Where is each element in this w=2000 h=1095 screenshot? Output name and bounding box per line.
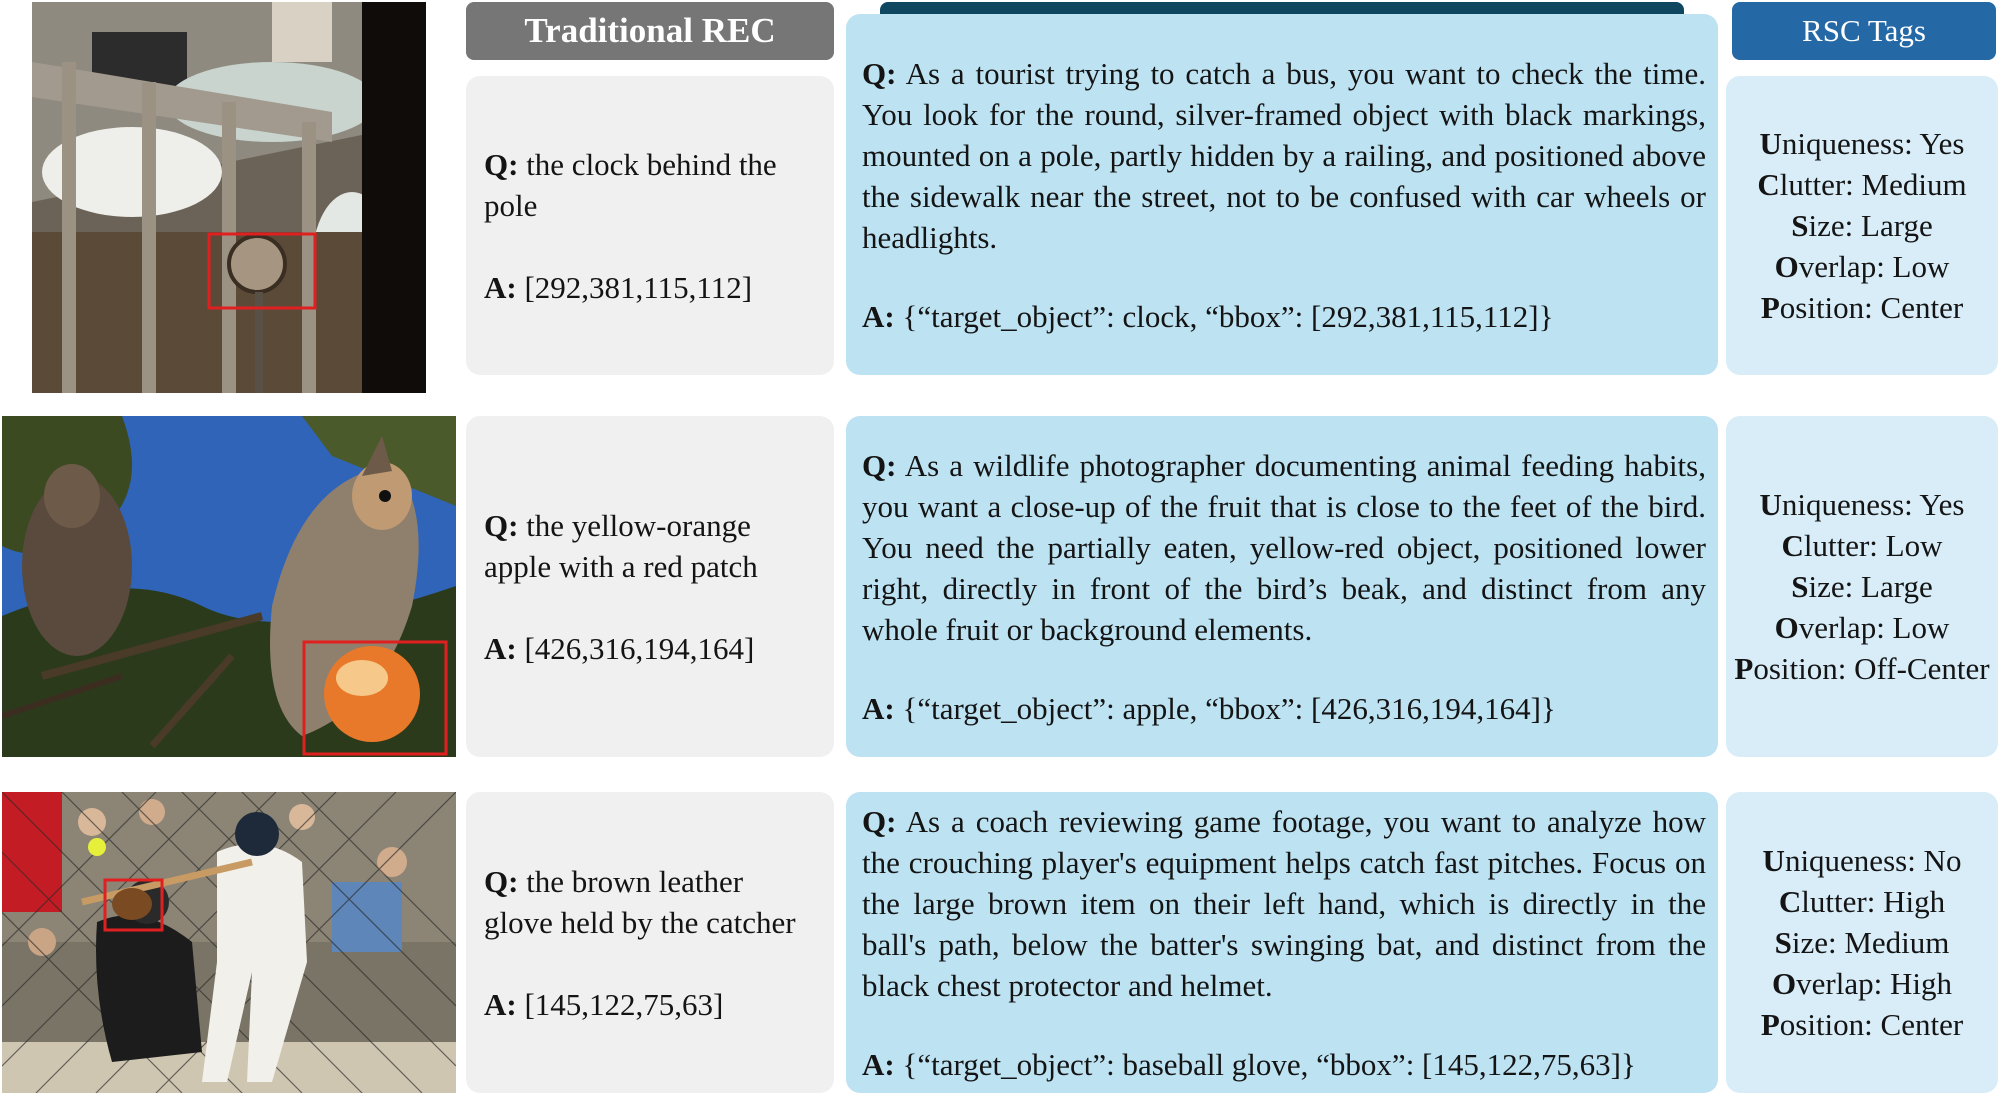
tag-position: Position: Off-Center — [1734, 651, 1990, 686]
rec-card-row2 — [466, 416, 834, 757]
tag-clutter: Clutter: High — [1778, 884, 1946, 919]
rsc-card-row3 — [846, 792, 1718, 1093]
rsc-answer: A: {“target_object”: apple, “bbox”: [426,316,194,164]} — [862, 690, 1556, 726]
rec-card-row1 — [466, 76, 834, 375]
tag-clutter: Clutter: Medium — [1757, 167, 1967, 202]
tag-overlap: Overlap: Low — [1774, 249, 1950, 284]
tag-uniqueness: Uniqueness: Yes — [1759, 126, 1965, 161]
rsc-tags-row3 — [1726, 792, 1998, 1093]
rec-question: Q: the brown leather glove held by the catcher — [484, 863, 796, 940]
rsc-answer: A: {“target_object”: clock, “bbox”: [292,381,115,112]} — [862, 298, 1554, 334]
tag-clutter: Clutter: Low — [1781, 528, 1943, 563]
rec-question: Q: the yellow-orange apple with a red patch — [484, 507, 758, 584]
tag-position: Position: Center — [1760, 1007, 1964, 1042]
street-clock-photo — [32, 2, 426, 393]
tag-overlap: Overlap: Low — [1774, 610, 1950, 645]
tag-uniqueness: Uniqueness: No — [1762, 843, 1962, 878]
rsc-card-row2 — [846, 416, 1718, 757]
bird-apple-photo — [2, 416, 456, 757]
tag-size: Size: Large — [1791, 208, 1933, 243]
rsc-question: Q: As a wildlife photographer documenting animal feeding habits, you want a close-up of the fruit that is close to the feet of the bird. You need the partially eaten, yellow-red object, positioned lower right, directly in front of the bird’s beak, and distinct from any whole fruit or background elements. — [862, 447, 1706, 647]
tag-size: Size: Medium — [1774, 925, 1950, 960]
rec-card-row3 — [466, 792, 834, 1093]
rec-question: Q: the clock behind the pole — [484, 146, 777, 223]
rec-answer: A: [145,122,75,63] — [484, 986, 724, 1022]
tag-uniqueness: Uniqueness: Yes — [1759, 487, 1965, 522]
tag-size: Size: Large — [1791, 569, 1933, 604]
header-traditional-rec: Traditional REC — [466, 2, 834, 60]
rsc-tags-row2 — [1726, 416, 1998, 757]
tag-position: Position: Center — [1760, 290, 1964, 325]
header-rsc-tags: RSC Tags — [1732, 2, 1996, 60]
rsc-tags-row1 — [1726, 76, 1998, 375]
rsc-question: Q: As a tourist trying to catch a bus, you want to check the time. You look for the round, silver-framed object with black markings, mounted on a pole, partly hidden by a railing, and positioned above the sidewalk near the street, not to be confused with car wheels or headlights. — [862, 55, 1706, 255]
baseball-photo — [2, 792, 456, 1093]
rec-answer: A: [426,316,194,164] — [484, 630, 755, 666]
rsc-card-row1 — [846, 14, 1718, 375]
rsc-answer: A: {“target_object”: baseball glove, “bbox”: [145,122,75,63]} — [862, 1046, 1636, 1082]
rsc-question: Q: As a coach reviewing game footage, you want to analyze how the crouching player's equipment helps catch fast pitches. Focus on the large brown item on their left hand, which is directly in the ball's path, below the batter's swinging bat, and distinct from the black chest protector and helmet. — [862, 803, 1706, 1003]
tag-overlap: Overlap: High — [1772, 966, 1952, 1001]
rec-answer: A: [292,381,115,112] — [484, 269, 753, 305]
